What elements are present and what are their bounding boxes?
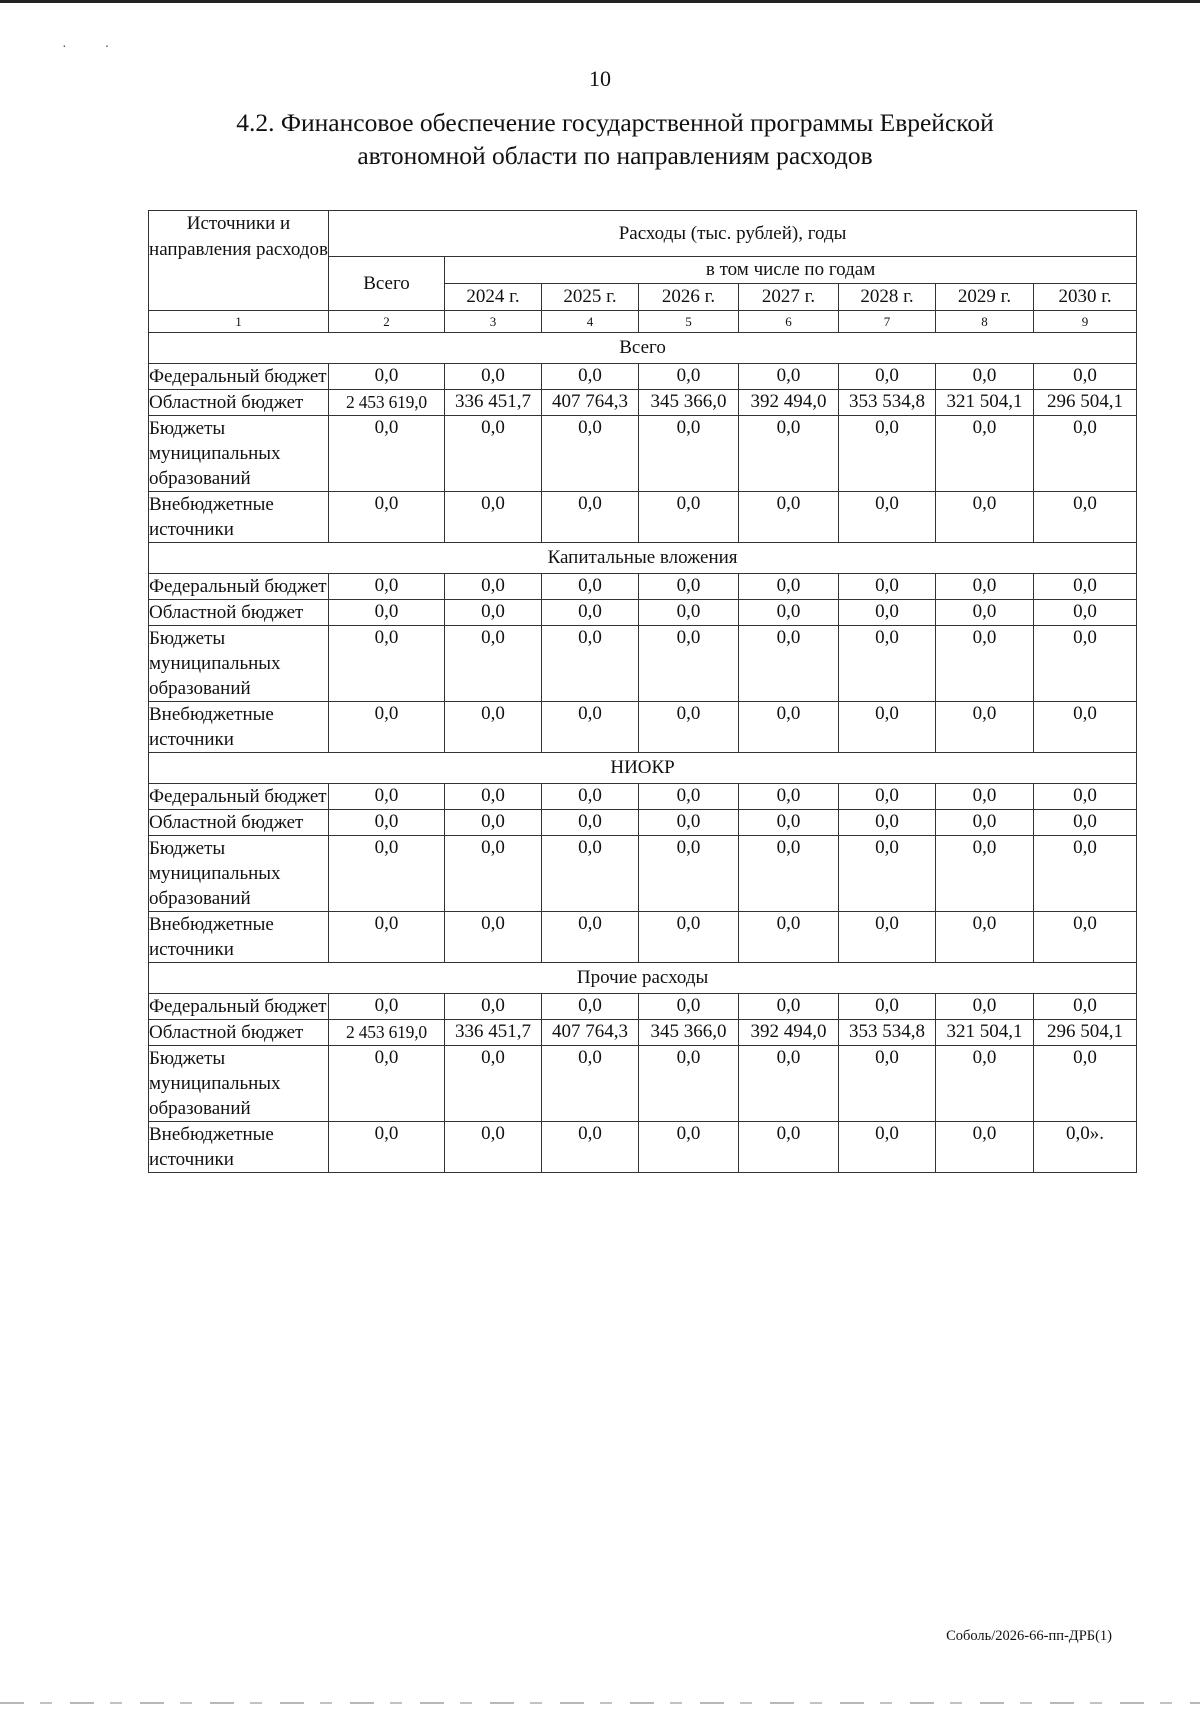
value-cell: 0,0: [839, 364, 936, 390]
section-title: Прочие расходы: [149, 963, 1137, 994]
scan-bottom-noise: [0, 1702, 1200, 1704]
value-cell: 345 366,0: [639, 390, 739, 416]
value-cell: 0,0: [542, 600, 639, 626]
value-cell: 0,0: [639, 600, 739, 626]
value-cell: 0,0: [936, 994, 1034, 1020]
row-label: Бюджеты муниципальных образований: [149, 1046, 329, 1122]
row-label: Бюджеты муниципальных образований: [149, 416, 329, 492]
section-title: Всего: [149, 333, 1137, 364]
table-row: [149, 600, 1137, 626]
value-cell: 0,0: [445, 364, 542, 390]
value-cell: 0,0: [445, 416, 542, 492]
value-cell: 0,0: [639, 626, 739, 702]
scan-artifacts: ··: [62, 40, 148, 55]
row-label: Бюджеты муниципальных образований: [149, 836, 329, 912]
value-cell: 0,0: [1034, 912, 1137, 963]
value-cell: 0,0: [1034, 810, 1137, 836]
value-cell: 0,0: [542, 836, 639, 912]
value-cell: 0,0: [542, 416, 639, 492]
page-number: 10: [589, 66, 611, 91]
value-cell: 0,0: [936, 600, 1034, 626]
value-cell: 0,0: [739, 600, 839, 626]
value-cell: 0,0: [329, 836, 445, 912]
table-row: [149, 912, 1137, 963]
value-cell: 0,0: [639, 1122, 739, 1173]
value-cell: 0,0: [329, 574, 445, 600]
table-row: [149, 626, 1137, 702]
value-cell: 0,0: [839, 836, 936, 912]
value-cell: 321 504,1: [936, 390, 1034, 416]
section-row: [149, 543, 1137, 574]
table-row: [149, 810, 1137, 836]
value-cell: 0,0: [445, 702, 542, 753]
header-by-years: в том числе по годам: [445, 257, 1137, 284]
header-year: 2024 г.: [445, 284, 542, 311]
value-cell: 345 366,0: [639, 1020, 739, 1046]
column-number: 5: [639, 311, 739, 333]
value-cell: 0,0: [445, 784, 542, 810]
value-cell: 0,0: [445, 1122, 542, 1173]
value-cell: 0,0: [936, 1046, 1034, 1122]
value-cell: 407 764,3: [542, 390, 639, 416]
value-cell: 0,0: [739, 364, 839, 390]
row-label: Бюджеты муниципальных образований: [149, 626, 329, 702]
value-cell: 0,0: [1034, 784, 1137, 810]
column-number: 8: [936, 311, 1034, 333]
value-cell: 0,0: [839, 912, 936, 963]
page-title: [150, 106, 1080, 172]
value-cell: 0,0: [329, 600, 445, 626]
column-number: 3: [445, 311, 542, 333]
page-title-line-2: автономной области по направлениям расходов: [357, 141, 873, 170]
value-cell: 0,0: [839, 702, 936, 753]
value-cell: 296 504,1: [1034, 1020, 1137, 1046]
value-cell: 0,0: [1034, 492, 1137, 543]
value-cell: 0,0: [739, 416, 839, 492]
table-row: [149, 994, 1137, 1020]
value-cell: 0,0: [839, 810, 936, 836]
column-number: 9: [1034, 311, 1137, 333]
column-number: 6: [739, 311, 839, 333]
row-label: Федеральный бюджет: [149, 574, 329, 600]
section-title: Капитальные вложения: [149, 543, 1137, 574]
value-cell: 0,0: [542, 702, 639, 753]
header-year: 2026 г.: [639, 284, 739, 311]
value-cell: 0,0: [1034, 574, 1137, 600]
value-cell: 0,0: [936, 574, 1034, 600]
header-year: 2027 г.: [739, 284, 839, 311]
value-cell: 0,0: [739, 912, 839, 963]
value-cell: 0,0: [639, 416, 739, 492]
value-cell: 0,0: [839, 994, 936, 1020]
value-cell: 0,0: [739, 492, 839, 543]
value-cell: 2 453 619,0: [329, 1020, 445, 1046]
row-label: Внебюджетные источники: [149, 492, 329, 543]
table-row: [149, 1020, 1137, 1046]
value-cell: 0,0: [542, 626, 639, 702]
value-cell: 0,0: [739, 1046, 839, 1122]
table-row: [149, 492, 1137, 543]
value-cell: 0,0: [1034, 364, 1137, 390]
value-cell: 0,0: [445, 492, 542, 543]
page-title-line-1: 4.2. Финансовое обеспечение государственной программы Еврейской: [236, 108, 994, 137]
row-label: Федеральный бюджет: [149, 994, 329, 1020]
top-border-line: [0, 0, 1200, 3]
row-label: Внебюджетные источники: [149, 912, 329, 963]
table-row: [149, 1046, 1137, 1122]
header-year: 2030 г.: [1034, 284, 1137, 311]
value-cell: 0,0: [639, 492, 739, 543]
value-cell: 0,0: [542, 364, 639, 390]
table-row: [149, 416, 1137, 492]
value-cell: 0,0: [542, 574, 639, 600]
value-cell: 0,0».: [1034, 1122, 1137, 1173]
value-cell: 0,0: [542, 912, 639, 963]
section-row: [149, 333, 1137, 364]
value-cell: 0,0: [329, 364, 445, 390]
value-cell: 0,0: [329, 784, 445, 810]
value-cell: 0,0: [445, 810, 542, 836]
value-cell: 0,0: [739, 626, 839, 702]
value-cell: 0,0: [639, 574, 739, 600]
value-cell: 0,0: [936, 416, 1034, 492]
value-cell: 0,0: [739, 994, 839, 1020]
value-cell: 336 451,7: [445, 1020, 542, 1046]
value-cell: 0,0: [739, 1122, 839, 1173]
value-cell: 0,0: [445, 574, 542, 600]
value-cell: 0,0: [1034, 836, 1137, 912]
section-row: [149, 753, 1137, 784]
column-number: 2: [329, 311, 445, 333]
value-cell: 321 504,1: [936, 1020, 1034, 1046]
value-cell: 0,0: [936, 1122, 1034, 1173]
table-header: [149, 211, 1137, 333]
table-row: [149, 390, 1137, 416]
value-cell: 0,0: [542, 1122, 639, 1173]
value-cell: 0,0: [639, 836, 739, 912]
value-cell: 353 534,8: [839, 390, 936, 416]
header-year: 2025 г.: [542, 284, 639, 311]
value-cell: 0,0: [739, 784, 839, 810]
value-cell: 0,0: [739, 836, 839, 912]
value-cell: 0,0: [1034, 416, 1137, 492]
value-cell: 0,0: [445, 994, 542, 1020]
value-cell: 0,0: [1034, 994, 1137, 1020]
value-cell: 0,0: [445, 600, 542, 626]
value-cell: 0,0: [839, 1122, 936, 1173]
value-cell: 0,0: [445, 626, 542, 702]
document-code: Соболь/2026-66-пп-ДРБ(1): [946, 1628, 1112, 1644]
value-cell: 0,0: [839, 574, 936, 600]
value-cell: 0,0: [936, 492, 1034, 543]
column-number-row: [149, 311, 1137, 333]
value-cell: 336 451,7: [445, 390, 542, 416]
value-cell: 0,0: [936, 626, 1034, 702]
value-cell: 0,0: [329, 416, 445, 492]
value-cell: 0,0: [839, 600, 936, 626]
row-label: Внебюджетные источники: [149, 702, 329, 753]
value-cell: 0,0: [329, 1122, 445, 1173]
value-cell: 392 494,0: [739, 390, 839, 416]
value-cell: 0,0: [936, 810, 1034, 836]
value-cell: 0,0: [739, 810, 839, 836]
value-cell: 0,0: [445, 1046, 542, 1122]
value-cell: 0,0: [329, 1046, 445, 1122]
column-number: 7: [839, 311, 936, 333]
header-sources: Источники и направления расходов: [149, 211, 329, 311]
section-row: [149, 963, 1137, 994]
financing-table: [148, 210, 1137, 1173]
table-row: [149, 702, 1137, 753]
value-cell: 0,0: [542, 810, 639, 836]
value-cell: 0,0: [936, 912, 1034, 963]
value-cell: 0,0: [445, 912, 542, 963]
value-cell: 0,0: [329, 626, 445, 702]
header-total: Всего: [329, 257, 445, 311]
row-label: Федеральный бюджет: [149, 364, 329, 390]
table-row: [149, 836, 1137, 912]
value-cell: 0,0: [839, 626, 936, 702]
value-cell: 0,0: [936, 702, 1034, 753]
value-cell: 0,0: [542, 784, 639, 810]
section-title: НИОКР: [149, 753, 1137, 784]
header-year: 2028 г.: [839, 284, 936, 311]
value-cell: 0,0: [1034, 626, 1137, 702]
value-cell: 392 494,0: [739, 1020, 839, 1046]
table-row: [149, 1122, 1137, 1173]
value-cell: 0,0: [639, 784, 739, 810]
value-cell: 0,0: [1034, 702, 1137, 753]
value-cell: 2 453 619,0: [329, 390, 445, 416]
row-label: Областной бюджет: [149, 390, 329, 416]
value-cell: 0,0: [1034, 1046, 1137, 1122]
value-cell: 0,0: [329, 492, 445, 543]
table-body: [149, 333, 1137, 1173]
value-cell: 0,0: [839, 1046, 936, 1122]
row-label: Областной бюджет: [149, 600, 329, 626]
value-cell: 0,0: [639, 702, 739, 753]
row-label: Федеральный бюджет: [149, 784, 329, 810]
value-cell: 0,0: [542, 492, 639, 543]
row-label: Внебюджетные источники: [149, 1122, 329, 1173]
value-cell: 0,0: [639, 994, 739, 1020]
row-label: Областной бюджет: [149, 810, 329, 836]
value-cell: 0,0: [839, 784, 936, 810]
value-cell: 0,0: [639, 1046, 739, 1122]
header-expenses: Расходы (тыс. рублей), годы: [329, 211, 1137, 257]
value-cell: 407 764,3: [542, 1020, 639, 1046]
value-cell: 296 504,1: [1034, 390, 1137, 416]
value-cell: 0,0: [445, 836, 542, 912]
value-cell: 0,0: [329, 912, 445, 963]
value-cell: 0,0: [839, 492, 936, 543]
header-year: 2029 г.: [936, 284, 1034, 311]
value-cell: 0,0: [936, 364, 1034, 390]
value-cell: 353 534,8: [839, 1020, 936, 1046]
value-cell: 0,0: [739, 702, 839, 753]
value-cell: 0,0: [639, 364, 739, 390]
value-cell: 0,0: [639, 810, 739, 836]
table-row: [149, 574, 1137, 600]
value-cell: 0,0: [639, 912, 739, 963]
value-cell: 0,0: [739, 574, 839, 600]
column-number: 1: [149, 311, 329, 333]
value-cell: 0,0: [1034, 600, 1137, 626]
value-cell: 0,0: [542, 1046, 639, 1122]
value-cell: 0,0: [329, 810, 445, 836]
column-number: 4: [542, 311, 639, 333]
value-cell: 0,0: [839, 416, 936, 492]
value-cell: 0,0: [936, 784, 1034, 810]
table-row: [149, 364, 1137, 390]
value-cell: 0,0: [329, 994, 445, 1020]
table-row: [149, 784, 1137, 810]
value-cell: 0,0: [936, 836, 1034, 912]
row-label: Областной бюджет: [149, 1020, 329, 1046]
value-cell: 0,0: [542, 994, 639, 1020]
value-cell: 0,0: [329, 702, 445, 753]
